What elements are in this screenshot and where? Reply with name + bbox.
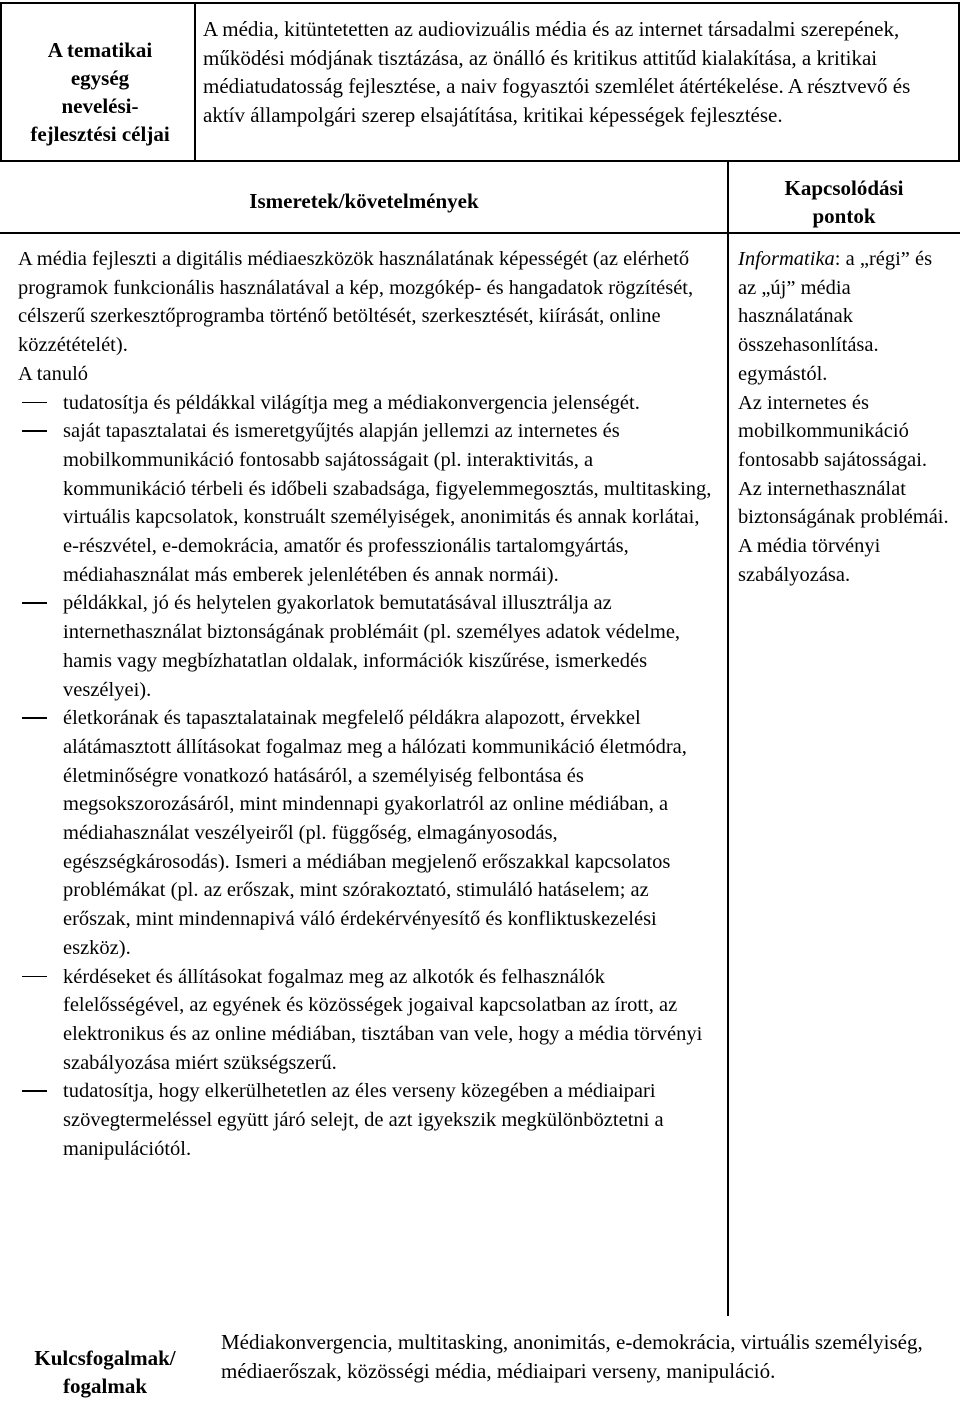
keywords-header-line: Kulcsfogalmak/: [34, 1346, 176, 1370]
keywords-header-line: fogalmak: [63, 1374, 147, 1398]
keywords-text: Médiakonvergencia, multitasking, anonimitás, e-demokrácia, virtuális személyiség, médiaerőszak, közösségi média, médiaipari verseny, manipuláció.: [221, 1330, 923, 1383]
knowledge-header: Ismeretek/követelmények: [249, 189, 479, 213]
table-border-left: [0, 2, 2, 161]
list-item: életkorának és tapasztalatainak megfelelő példákra alapozott, érvekkel alátámasztott állításokat fogalmaz meg a hálózati kommunikáció életmódra, életminőségre vonatkozó hatásáról, a személyiség felbontása és megsokszorozásáról, mint mindennapi gyakorlatról az online médiában, a médiahasználat veszélyeiről (pl. függőség, elmagányosodás, egészségkárosodás). Ismeri a médiában megjelenő erőszakkal kapcsolatos problémákat (pl. az erőszak, mint szórakoztató, stimuláló hatáselem; az erőszak, mint mindennapivá váló érdekérvényesítő és konfliktuskezelési eszköz).: [18, 704, 718, 962]
links-first-text: : a „régi” és az „új” média használatának összehasonlítása. egymástól.: [738, 248, 933, 385]
list-item: tudatosítja, hogy elkerülhetetlen az éles verseny közegében a médiaipari szövegtermeléssel együtt járó selejt, de azt igyekszik megkülönböztetni a manipulációtól.: [18, 1077, 718, 1163]
links-column-divider: [727, 160, 729, 1316]
list-item: kérdéseket és állításokat fogalmaz meg az alkotók és felhasználók felelősségével, az egyének és közösségek jogaival kapcsolatban az írott, az elektronikus és az online médiában, tisztában van vele, hogy a média törvényi szabályozása miért szükségszerű.: [18, 963, 718, 1078]
goals-text: A média, kitüntetetten az audiovizuális média és az internet társadalmi szerepének, működési módjának tisztázása, az önálló és kritikus attitűd kialakítása, a kritikai médiatudatosság fejlesztése, a naiv fogyasztói szemlélet átértékelése. A résztvevő és aktív állampolgári szerep elsajátítása, kritikai képességek fejlesztése.: [203, 17, 911, 127]
header-row-divider: [0, 232, 960, 234]
links-header-line: pontok: [812, 204, 876, 228]
student-label: A tanuló: [18, 362, 89, 385]
links-second: Az internetes és mobilkommunikáció fontosabb sajátosságai.: [738, 391, 928, 471]
keywords-header: [8, 1344, 202, 1400]
requirements-list: [18, 389, 718, 1164]
goal-column-divider: [194, 2, 196, 161]
list-item: példákkal, jó és helytelen gyakorlatok bemutatásával illusztrálja az internethasználat biztonságának problémáit (pl. személyes adatok védelme, hamis vagy megbízhatatlan oldalak, információk kiszűrése, ismerkedés veszélyei).: [18, 589, 718, 704]
links-header: [728, 174, 960, 230]
goals-header-line: nevelési-: [61, 94, 139, 118]
table-border-top: [0, 2, 960, 4]
goals-header-line: fejlesztési céljai: [30, 122, 170, 146]
links-third: Az internethasználat biztonságának problémái. A média törvényi szabályozása.: [738, 477, 949, 586]
intro-paragraph: A média fejleszti a digitális médiaeszközök használatának képességét (az elérhető programok funkcionális használatával a kép, mozgókép- és hangadatok rögzítését, célszerű szerkesztőprogramba történő betöltését, szerkesztését, kiírását, online közzétételét).: [18, 248, 694, 357]
links-first: [738, 245, 953, 389]
row-divider: [0, 160, 960, 162]
goals-header-line: egység: [70, 66, 130, 90]
goals-header-line: A tematikai: [47, 38, 153, 62]
requirements-content: [18, 245, 718, 1164]
goals-header: [8, 36, 192, 148]
list-item: saját tapasztalatai és ismeretgyűjtés alapján jellemzi az internetes és mobilkommunikáció fontosabb sajátosságait (pl. interaktivitás, a kommunikáció térbeli és időbeli szabadsága, figyelemmegosztás, multitasking, virtuális kapcsolatok, konstruált személyiségek, anonimitás és annak korlátai, e-részvétel, e-demokrácia, amatőr és professzionális tartalomgyártás, médiahasználat más emberek jelenlétében és annak normái).: [18, 417, 718, 589]
links-header-line: Kapcsolódási: [784, 176, 904, 200]
links-subject: Informatika: [738, 248, 835, 270]
list-item: tudatosítja és példákkal világítja meg a médiakonvergencia jelenségét.: [18, 389, 718, 418]
links-content: [738, 245, 953, 589]
